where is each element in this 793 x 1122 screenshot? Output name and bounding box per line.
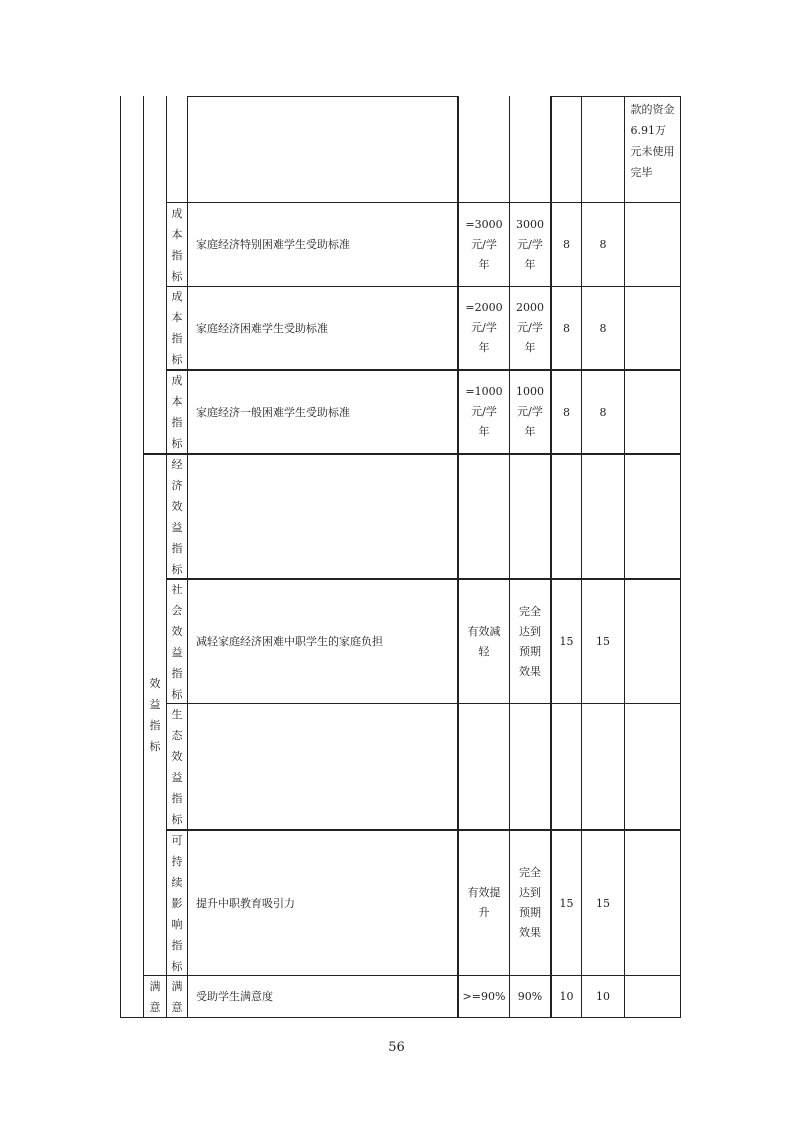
category-cell <box>167 976 187 1017</box>
actual-line: 2000 <box>516 301 544 314</box>
weight-cell <box>552 371 581 453</box>
page-number: 56 <box>388 1040 405 1055</box>
weight-cell <box>552 831 581 975</box>
actual-line: 达到 <box>519 886 541 899</box>
satisfaction-group-label: 满意 <box>149 979 161 1014</box>
category-cell <box>167 203 187 286</box>
actual-cell <box>510 580 550 703</box>
target-line: 有效提 <box>467 886 501 899</box>
target-cell <box>459 287 509 369</box>
category-cell <box>167 831 187 975</box>
weight-value: 8 <box>563 321 570 335</box>
indicator-cell <box>188 976 457 1017</box>
target-line: 有效减 <box>467 624 501 638</box>
target-line: 年 <box>478 425 490 438</box>
table-line <box>680 96 681 1018</box>
score-value: 15 <box>596 896 610 910</box>
weight-cell <box>552 976 581 1017</box>
actual-cell <box>510 287 550 369</box>
score-cell <box>582 580 624 703</box>
table-line <box>187 96 458 97</box>
category-label: 经济效益指标 <box>171 457 183 576</box>
remarks-cell <box>625 97 680 202</box>
score-value: 8 <box>599 321 607 335</box>
category-label: 生态效益指标 <box>171 707 183 826</box>
actual-line: 元/学 <box>517 321 543 334</box>
score-cell <box>582 203 624 286</box>
actual-line: 年 <box>524 425 536 438</box>
actual-line: 年 <box>524 341 536 354</box>
indicator-label: 家庭经济困难学生受助标准 <box>196 321 328 335</box>
score-cell <box>582 831 624 975</box>
actual-line: 效果 <box>519 926 541 939</box>
target-line: =3000 <box>465 217 503 231</box>
target-line: 年 <box>478 257 490 271</box>
indicator-label: 家庭经济特别困难学生受助标准 <box>196 238 350 251</box>
weight-value: 8 <box>563 405 570 419</box>
target-line: =2000 <box>465 301 503 314</box>
score-value: 15 <box>596 635 610 648</box>
indicator-cell <box>188 203 457 286</box>
indicator-cell <box>188 287 457 369</box>
indicator-label: 受助学生满意度 <box>196 990 273 1003</box>
target-cell <box>459 976 509 1017</box>
category-cell <box>167 455 187 578</box>
target-line: 元/学 <box>471 405 497 418</box>
table-line <box>143 453 681 455</box>
actual-line: 达到 <box>519 624 541 638</box>
benefit-group-cell <box>144 455 166 975</box>
actual-line: 元/学 <box>517 237 543 251</box>
category-label: 成本指标 <box>171 206 183 283</box>
indicator-label: 减轻家庭经济困难中职学生的家庭负担 <box>196 635 383 648</box>
actual-line: 3000 <box>516 217 544 231</box>
benefit-group-label: 效益指标 <box>149 677 161 753</box>
weight-value: 8 <box>563 238 570 251</box>
category-cell <box>167 580 187 703</box>
actual-line: 预期 <box>519 644 541 658</box>
remarks-text: 款的资金6.91万元未使用完毕 <box>630 103 675 179</box>
actual-cell <box>510 831 550 975</box>
target-cell <box>459 203 509 286</box>
score-value: 8 <box>599 238 607 251</box>
category-label: 成本指标 <box>171 290 183 366</box>
score-cell <box>582 371 624 453</box>
weight-value: 15 <box>559 896 574 910</box>
weight-cell <box>552 287 581 369</box>
category-cell <box>167 371 187 453</box>
target-cell <box>459 580 509 703</box>
actual-cell <box>510 371 550 453</box>
indicator-label: 提升中职教育吸引力 <box>196 896 295 910</box>
actual-line: 元/学 <box>517 405 543 418</box>
actual-value: 90% <box>517 990 543 1003</box>
category-label: 可持续影响指标 <box>171 833 183 973</box>
indicator-cell <box>188 371 457 453</box>
weight-cell <box>552 203 581 286</box>
actual-line: 1000 <box>516 385 544 398</box>
category-label: 成本指标 <box>171 374 183 450</box>
category-label: 满意 <box>171 979 183 1014</box>
score-value: 8 <box>599 405 607 419</box>
target-line: 元/学 <box>471 237 497 251</box>
target-cell <box>459 831 509 975</box>
score-cell <box>582 976 624 1017</box>
target-line: 轻 <box>478 644 490 658</box>
target-value: >=90% <box>462 990 506 1003</box>
category-cell <box>167 287 187 369</box>
actual-line: 完全 <box>519 866 541 879</box>
target-line: 元/学 <box>471 321 497 334</box>
actual-line: 年 <box>524 257 536 271</box>
weight-value: 10 <box>559 990 574 1003</box>
actual-cell <box>510 976 550 1017</box>
weight-cell <box>552 580 581 703</box>
actual-line: 预期 <box>519 906 541 919</box>
indicator-cell <box>188 831 457 975</box>
actual-cell <box>510 203 550 286</box>
indicator-cell <box>188 580 457 703</box>
score-cell <box>582 287 624 369</box>
score-value: 10 <box>596 990 610 1003</box>
actual-line: 效果 <box>519 664 541 678</box>
weight-value: 15 <box>559 635 574 648</box>
target-cell <box>459 371 509 453</box>
target-line: =1000 <box>465 385 503 398</box>
table-line <box>166 703 681 704</box>
target-line: 年 <box>478 341 490 354</box>
table-line <box>624 96 625 1018</box>
category-cell <box>167 704 187 829</box>
indicator-label: 家庭经济一般困难学生受助标准 <box>196 405 350 419</box>
target-line: 升 <box>478 906 490 919</box>
category-label: 社会效益指标 <box>171 582 183 701</box>
satisfaction-group-cell <box>144 976 166 1017</box>
table-line <box>120 96 121 1018</box>
actual-line: 完全 <box>519 604 541 618</box>
table-line <box>120 1017 681 1018</box>
